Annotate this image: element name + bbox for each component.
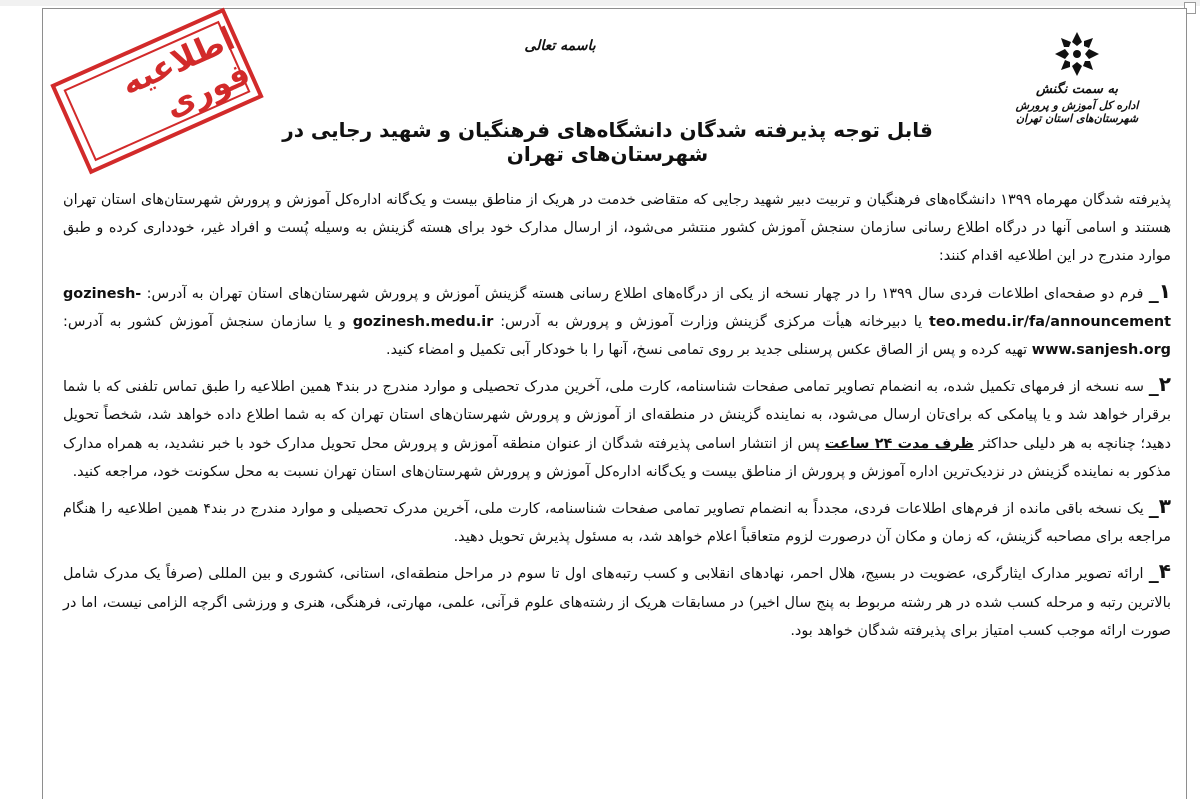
item-4-text: ارائه تصویر مدارک ایثارگری، عضویت در بسیج، هلال احمر، نهادهای انقلابی و کسب رتبه‌های اول تا سوم در مراحل منطقه‌ای، استانی، کشوری و بین المللی (صرفاً یک مدرک شامل بالاترین رتبه و مرحله کسب شده در هر رشته مربوط به پنج سال اخیر) در مسابقات هریک از رشته‌های علوم قرآنی، علمی، مهارتی، فرهنگی، هنری و ورزشی اگرچه الزامی نیست، اما در صورت ارائه موجب کسب امتیاز برای پذیرفته شدگان خواهد بود. bbox=[63, 566, 1171, 639]
logo-emblem-icon bbox=[1051, 28, 1103, 80]
item-1-number: ۱_ bbox=[1148, 278, 1172, 303]
item-2-deadline: ظرف مدت ۲۴ ساعت bbox=[824, 435, 974, 452]
item-2 bbox=[63, 370, 1171, 486]
notice-title: قابل توجه پذیرفته شدگان دانشگاه‌های فرهنگیان و شهید رجایی در شهرستان‌های تهران bbox=[282, 118, 933, 166]
viewer-top-bar bbox=[0, 0, 1200, 6]
organization-logo bbox=[992, 28, 1162, 148]
item-3 bbox=[63, 492, 1171, 551]
link-sanjesh[interactable]: www.sanjesh.org bbox=[1031, 342, 1171, 359]
intro-paragraph: پذیرفته شدگان مهرماه ۱۳۹۹ دانشگاه‌های فرهنگیان و تربیت دبیر شهید رجایی که متقاضی خدمت در هریک از مناطق بیست و یک‌گانه اداره‌کل آموزش و پرورش شهرستان‌های استان تهران هستند و اسامی آنها در درگاه اطلاع رسانی سازمان سنجش آموزش کشور منتشر می‌شود، از ارسال مدارک خود برای هسته گزینش به وسیله پُست و افراد غیر، خودداری کرده و طبق موارد مندرج در این اطلاعیه اقدام کنند: bbox=[63, 192, 1171, 265]
item-4 bbox=[63, 557, 1171, 645]
item-1-text-a: فرم دو صفحه‌ای اطلاعات فردی سال ۱۳۹۹ را در چهار نسخه از یکی از درگاه‌های اطلاع رسانی هسته گزینش آموزش و پرورش شهرستان‌های استان تهران به آدرس: bbox=[146, 285, 1144, 302]
notice-body bbox=[63, 186, 1171, 651]
item-1-text-c: و یا سازمان سنجش آموزش کشور به آدرس: bbox=[63, 313, 346, 330]
item-1-text-b: یا دبیرخانه هیأت مرکزی گزینش وزارت آموزش و پرورش به آدرس: bbox=[500, 313, 923, 330]
logo-text-line1: به سمت نگنش bbox=[1035, 82, 1119, 97]
link-gozinesh-medu[interactable]: gozinesh.medu.ir bbox=[352, 313, 494, 330]
stamp-text: اطلاعیه فوری bbox=[115, 19, 256, 125]
link-gozinesh-teo[interactable]: gozinesh-teo.medu.ir/fa/announcement bbox=[63, 285, 1172, 330]
item-1-text-d: تهیه کرده و پس از الصاق عکس پرسنلی جدید بر روی تمامی نسخ، آنها را با خودکار آبی تکمیل و امضاء کنید. bbox=[386, 342, 1028, 359]
bismillah-header: باسمه تعالی bbox=[524, 38, 596, 54]
item-2-text-b: پس از انتشار اسامی پذیرفته شدگان از عنوان منطقه آموزش و پرورش محل تحویل مدارک خود با خبر نشدید، به همراه مدارک مذکور به نماینده گزینش در نزدیک‌ترین اداره آموزش و پرورش از مناطق بیست و یک‌گانه اداره‌کل آموزش و پرورش شهرستان‌های استان تهران نسبت به محل سکونت خود، مراجعه کنید. bbox=[63, 435, 1171, 480]
item-3-text: یک نسخه باقی مانده از فرم‌های اطلاعات فردی، مجدداً به انضمام تصاویر تمامی صفحات شناسنامه، کارت ملی، آخرین مدرک تحصیلی و موارد مندرج در بند۴ همین اطلاعیه را هنگام مراجعه برای مصاحبه گزینش، که زمان و مکان آن درصورت لزوم متعاقباً اعلام خواهد شد، به مسئول پذیرش تحویل دهید. bbox=[63, 501, 1171, 546]
item-2-number: ۲_ bbox=[1148, 372, 1172, 397]
logo-text-line2: اداره کل آموزش و پرورش شهرستان‌های استان تهران bbox=[1015, 99, 1139, 125]
item-4-number: ۴_ bbox=[1148, 559, 1172, 584]
item-3-number: ۳_ bbox=[1148, 494, 1172, 519]
item-2-text-a: سه نسخه از فرمهای تکمیل شده، به انضمام تصاویر تمامی صفحات شناسنامه، کارت ملی، آخرین مدرک تحصیلی و موارد مندرج در بند۴ همین اطلاعیه را طبق تماس تلفنی که با شما برقرار خواهد شد و یا پیامکی که برای‌تان ارسال می‌شود، به نماینده گزینش در منطقه‌ای از آموزش و پرورش شهرستان‌های استان تهران که به شما اطلاع داده خواهد شد، شخصاً تحویل دهید؛ چنانچه به هر دلیلی حداکثر bbox=[63, 379, 1172, 452]
item-1 bbox=[63, 277, 1171, 365]
